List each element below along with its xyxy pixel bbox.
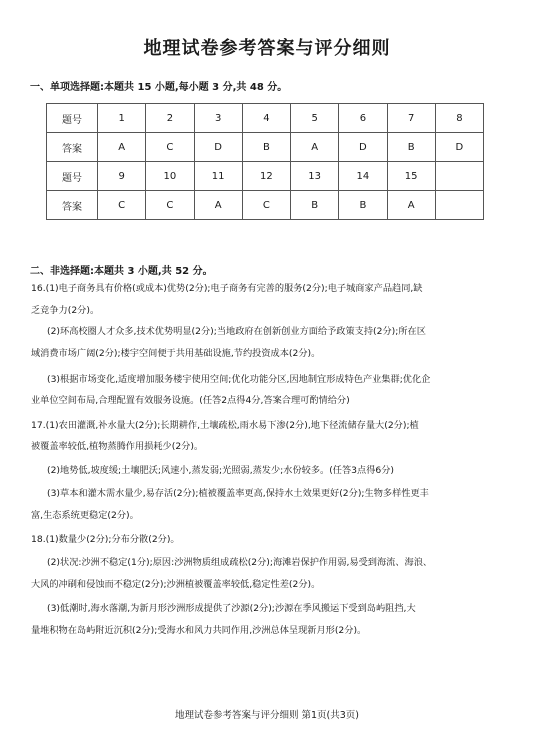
answer-text-line: 业单位空间布局,合理配置有效服务设施。(任答2点得4分,答案合理可酌情给分) <box>31 395 350 406</box>
table-cell: B <box>387 133 435 162</box>
table-row <box>47 104 484 133</box>
table-row <box>47 162 484 191</box>
page-title: 地理试卷参考答案与评分细则 <box>143 38 391 59</box>
table-cell: C <box>146 191 194 220</box>
table-cell: 6 <box>339 104 387 133</box>
table-cell: 7 <box>387 104 435 133</box>
table-cell: D <box>435 133 483 162</box>
answer-text-line: 17.(1)农田灌溉,补水量大(2分);长期耕作,土壤疏松,雨水易下渗(2分),地下径流储存量大(2分);植 <box>31 420 419 431</box>
table-cell: 答案 <box>47 133 98 162</box>
table-cell <box>435 191 483 220</box>
table-cell: D <box>194 133 242 162</box>
table-cell: 8 <box>435 104 483 133</box>
table-cell: C <box>242 191 290 220</box>
table-cell: B <box>242 133 290 162</box>
table-cell: 9 <box>98 162 146 191</box>
table-cell: A <box>98 133 146 162</box>
table-cell: D <box>339 133 387 162</box>
table-cell: 答案 <box>47 191 98 220</box>
table-cell: 4 <box>242 104 290 133</box>
table-cell: 11 <box>194 162 242 191</box>
table-row <box>47 191 484 220</box>
answer-text-line: 量堆积物在岛屿附近沉积(2分);受海水和风力共同作用,沙洲总体呈现新月形(2分)。 <box>31 625 367 636</box>
table-cell: B <box>339 191 387 220</box>
answer-text-line: 18.(1)数量少(2分);分布分散(2分)。 <box>31 534 180 545</box>
table-cell: 2 <box>146 104 194 133</box>
table-cell: A <box>387 191 435 220</box>
table-row <box>47 133 484 162</box>
answer-text-line: 富,生态系统更稳定(2分)。 <box>31 510 139 521</box>
answer-text-line: 域消费市场广阔(2分);楼宇空间便于共用基础设施,节约投资成本(2分)。 <box>31 348 321 359</box>
section2-heading: 二、非选择题:本题共 3 小题,共 52 分。 <box>30 266 213 277</box>
section1-heading: 一、单项选择题:本题共 15 小题,每小题 3 分,共 48 分。 <box>30 82 288 93</box>
answer-text-line: 16.(1)电子商务具有价格(或成本)优势(2分);电子商务有完善的服务(2分);电子城商家产品趋同,缺 <box>31 283 423 294</box>
table-cell <box>435 162 483 191</box>
answer-text-line: (3)低潮时,海水落潮,为新月形沙洲形成提供了沙源(2分);沙源在季风搬运下受到岛屿阻挡,大 <box>47 603 416 614</box>
table-cell: 3 <box>194 104 242 133</box>
answer-text-line: (2)状况:沙洲不稳定(1分);原因:沙洲物质组成疏松(2分);海滩岩保护作用弱,易受到海流、海浪、 <box>47 557 433 568</box>
table-cell: 题号 <box>47 104 98 133</box>
table-cell: B <box>291 191 339 220</box>
table-cell: 15 <box>387 162 435 191</box>
table-cell: 题号 <box>47 162 98 191</box>
page-footer: 地理试卷参考答案与评分细则 第1页(共3页) <box>174 710 360 721</box>
table-cell: A <box>291 133 339 162</box>
answer-text-line: (3)根据市场变化,适度增加服务楼宇使用空间;优化功能分区,因地制宜形成特色产业集群;优化企 <box>47 374 431 385</box>
table-cell: C <box>146 133 194 162</box>
table-cell: 12 <box>242 162 290 191</box>
table-cell: 1 <box>98 104 146 133</box>
answer-text-line: (2)环高校圈人才众多,技术优势明显(2分);当地政府在创新创业方面给予政策支持(2分);所在区 <box>47 326 426 337</box>
answer-text-line: (3)草本和灌木需水量少,易存活(2分);植被覆盖率更高,保持水土效果更好(2分);生物多样性更丰 <box>47 488 429 499</box>
answer-text-line: 大风的冲刷和侵蚀而不稳定(2分);沙洲植被覆盖率较低,稳定性差(2分)。 <box>31 579 321 590</box>
answer-table <box>46 103 484 220</box>
table-cell: C <box>98 191 146 220</box>
table-cell: 14 <box>339 162 387 191</box>
answer-text-line: (2)地势低,坡度缓;土壤肥沃;风速小,蒸发弱;光照弱,蒸发少;水份较多。(任答3点得6分) <box>47 465 395 476</box>
table-cell: 5 <box>291 104 339 133</box>
table-cell: 13 <box>291 162 339 191</box>
answer-text-line: 被覆盖率较低,植物蒸腾作用损耗少(2分)。 <box>31 441 204 452</box>
table-cell: 10 <box>146 162 194 191</box>
table-cell: A <box>194 191 242 220</box>
answer-text-line: 乏竞争力(2分)。 <box>31 305 100 316</box>
